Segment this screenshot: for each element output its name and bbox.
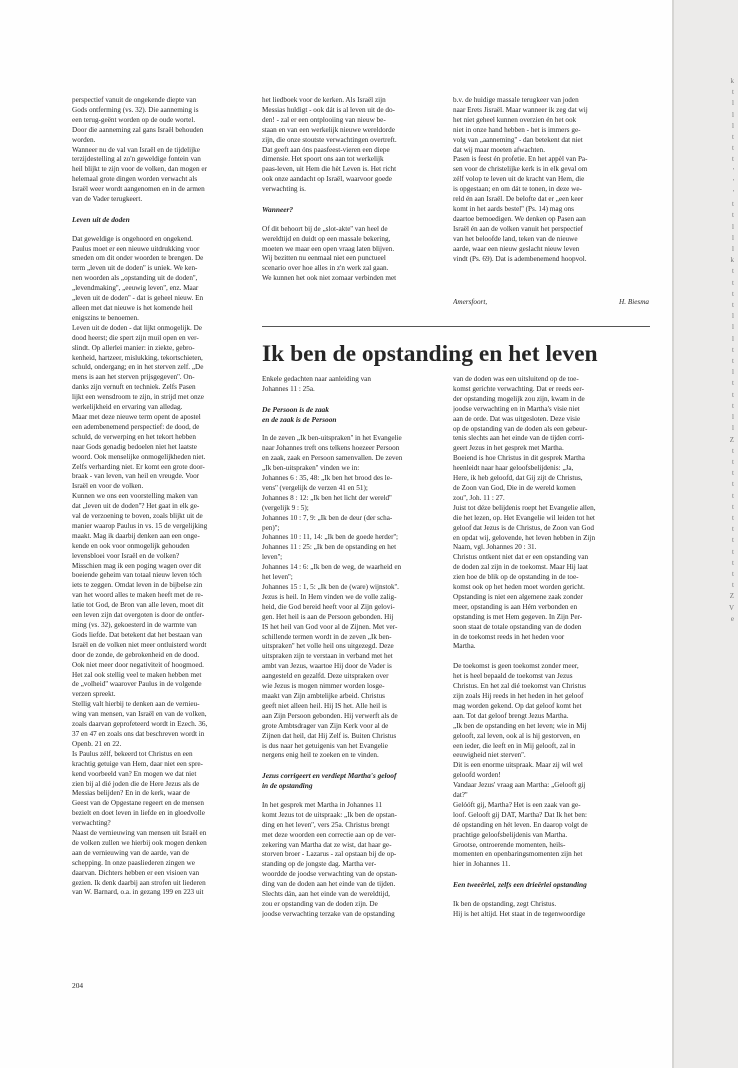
text-line: Messias huldigt - ook dát is al leven uit de do- [262,105,395,114]
paragraph-gap [262,395,448,405]
text-line: der opstanding mogelijk zou zijn, kwam in de [453,394,585,403]
fragment-char: ' [732,189,734,198]
fragment-char: l [732,424,734,433]
text-line: mag worden gekend. Op dat geloof komt het [453,701,582,710]
text-line: paas-leven, uit Hem die hèt Leven is. Het richt [262,165,397,174]
text-line: latie tot God, de Bron van alle leven, moet dit [72,601,204,610]
fragment-char: e [730,614,734,623]
text-line: en zaak, zaak en Persoon samenvallen. De zeven [262,454,403,463]
text-line: Israël én aan de volken vanuit het perspectief [453,224,583,233]
text-line: 37 en 47 en zoals ons dat beschreven wordt in [72,729,205,738]
text-line: met deze woorden een correctie aan op de ver- [262,830,396,839]
page-number: 204 [72,981,84,990]
text-line: Johannes 6 : 35, 48: „Ik ben het brood des le- [262,474,393,483]
paragraph-gap [453,870,649,880]
text-line: manier waarop Paulus in vs. 15 de vergelijking [72,521,208,530]
text-line: een adembenemend perspectief: de dood, de [72,422,200,431]
text-line: perspectief vanuit de ongekende diepte van [72,96,197,104]
text-line: den! - zal er een ontplooiing van nieuw be- [262,115,386,124]
text-line: smeden om dit onder woorden te brengen. De [72,254,204,263]
text-line: storven broer - Lazarus - zal opstaan bij de op- [262,850,397,859]
text-line: heenleidt naar haar geloofsbelijdenis: „Ja, [453,464,574,473]
fragment-char: t [732,446,734,455]
text-line: gelooft, zal leven, ook al is hij gestorven, en [453,731,581,740]
column-2 [262,96,448,284]
text-line: een leven zijn dat overgoten is door de ontfer- [72,611,205,620]
fragment-char: t [732,133,734,142]
paragraph-gap [262,425,448,435]
fragment-char: t [732,480,734,489]
text-line: „Ik ben de opstanding en het leven; wie in Mij [453,721,587,730]
text-line: aan de vernieuwing van de aarde, van de [72,848,189,857]
text-line: woord. Ook menselijke onmogelijkheden niet. [72,452,206,461]
text-line: het is heel bepaald de toekomst van Jezus [453,672,573,681]
text-line: werkelijkheid en ervaring van alledag. [72,403,183,412]
fragment-char: l [732,312,734,321]
column-3 [453,96,649,264]
text-line: ook onze aandacht op Israël, waarvoor goede [262,175,392,184]
text-line: Martha. [453,642,476,651]
text-line: aan Zijn Persoon gebonden. Hij verwerft als de [262,711,398,720]
text-line: De toekomst is geen toekomst zonder meer, [453,662,579,671]
text-line: pen)''; [262,523,280,532]
text-line: nergens enig heil te zoeken en te vinden. [262,751,379,760]
text-line: schepping. In onze paasliederen zingen we [72,858,195,867]
text-line: maakt. Mag ik daarbij denken aan een onge- [72,531,200,540]
fragment-char: t [732,547,734,556]
text-line: Christus. En het zal dié toekomst van Christus [453,682,586,691]
fragment-char: t [732,581,734,590]
fragment-char: Z [729,592,734,601]
fragment-char: t [732,345,734,354]
text-line: van de Vader terugkeert. [72,195,143,204]
paragraph-gap [453,652,649,662]
text-line: Geest van de Opgestane regeert en de mensen [72,799,204,808]
paragraph-gap [262,195,448,205]
text-line: In de zeven „Ik ben-uitspraken'' in het Evangelie [262,434,402,443]
text-line: dood heerst; die spert zijn muil open en ver- [72,333,199,342]
signature-line [453,298,649,308]
text-line: helemaal grote dingen worden verwacht als [72,175,198,184]
text-line: aan. Tot dat geloof brengt Jezus Martha. [453,711,569,720]
text-line: komt in het aards bestel'' (Ps. 14) mag ons [453,204,574,213]
text-line: moeten we maar een open vraag laten blijven. [262,244,395,253]
text-line: verzen spreekt. [72,690,116,699]
text-line: Grootse, ontroerende momenten, heils- [453,840,566,849]
fragment-char: t [732,525,734,534]
text-line: Jezus is heil. In Hem vinden we de volle zalig- [262,592,397,601]
text-line: zijn, die onze stoutste verwachtingen overtreft. [262,135,397,144]
paragraph-gap [262,791,448,801]
paragraph-gap [72,225,260,235]
text-line: IS het heil van God voor al de Zijnen. Met ver- [262,622,398,631]
text-line: momenten en openbaringsmomenten zijn het [453,850,583,859]
text-line: wereldtijd en duidt op een massale bekering, [262,234,391,243]
text-line: zoals daarvan geprofeteerd wordt in Ezech. 36, [72,720,208,729]
text-line: Of dit behoort bij de „slot-akte'' van heel de [262,224,388,233]
text-line: Gods liefde. Dat betekent dat het bestaan van [72,630,203,639]
text-line: vens'' (vergelijk de verzen 41 en 51); [262,483,368,492]
text-line: Naast de vernieuwing van mensen uit Israël en [72,829,207,838]
text-line: soon staat de totale opstanding van de doden [453,622,582,631]
text-line: Wij bezitten nu eenmaal niet een punctueel [262,254,386,263]
text-line: scenario over hoe alles in z'n werk zal gaan. [262,264,389,273]
section-divider [262,326,650,327]
text-line: dat wij maar moeten afwachten. [453,145,545,154]
text-line: de doden zal zijn in de toekomst. Maar Hij laat [453,563,588,572]
section-heading: Jezus corrigeert en verdiept Martha's geloof [262,771,397,781]
text-line: Israël en voor de volken. [72,482,144,491]
text-line: Johannes 8 : 12: „Ik ben het licht der wereld'' [262,493,392,502]
section-heading: en de zaak is de Persoon [262,414,337,424]
text-line: de volken zullen we hierbij ook mogen denken [72,838,207,847]
fragment-char: t [732,289,734,298]
text-line: de Zoon van God, Die in de wereld komen [453,483,576,492]
fragment-char: t [732,88,734,97]
text-line: reld én aan Israël. De belofte dat er „een keer [453,195,584,204]
fragment-char: l [732,413,734,422]
fragment-char: t [732,457,734,466]
text-line: eeuwigheid niet sterven''. [453,751,526,760]
column-5 [453,375,649,920]
text-line: komst ook op het heden moet worden gericht. [453,583,585,592]
text-line: zou'', Joh. 11 : 27. [453,493,505,502]
text-line: ding en het leven'', vers 25a. Christus brengt [262,820,390,829]
text-line: Vandaar Jezus' vraag aan Martha: „Gelooft gij [453,781,586,790]
text-line: grote Ambtsdrager van Zijn Kerk voor al de [262,721,389,730]
fragment-char: l [732,222,734,231]
fragment-char: ' [732,177,734,186]
text-line: loof. Gelooft gij DAT, Martha? Dat Ik het ben: [453,810,587,819]
text-line: gen. Het heil is aan de Persoon gebonden. Hij [262,612,394,621]
text-line: Gods ontferming (vs. 32). Die aanneming is [72,105,199,114]
signature-place: Amersfoort, [453,298,488,306]
text-line: (vergelijk 9 : 5); [262,503,309,512]
text-line: naar Erets Jisraël. Maar wanneer ik zeg dat wij [453,105,588,114]
text-line: naar Johannes treft ons telkens hoezeer Persoon [262,444,400,453]
text-line: naar Gods genadig bedoelen niet het laatste [72,442,197,451]
text-line: geeft niet alleen heil. Hij IS het. Alle heil is [262,701,387,710]
text-line: komt Jezus tot de uitspraak: „Ik ben de opstan- [262,810,397,819]
text-line: verwachting? [72,819,111,828]
section-heading: in de opstanding [262,781,313,791]
text-line: op de opstanding van de doden als een gebeur- [453,424,588,433]
fragment-char: V [728,603,734,612]
text-line: bezielt en doet leven in liefde en in gloedvolle [72,809,205,818]
paragraph-gap [262,761,448,771]
text-line: uitspraken'' het volle heil ons uitgezegd. Deze [262,642,394,651]
text-line: joodse verwachting en in Martha's visie niet [453,404,580,413]
text-line: het leven''; [262,573,293,582]
text-line: Ik ben de opstanding, zegt Christus. [453,899,557,908]
text-line: Boeiend is hoe Christus in dit gesprek Martha [453,454,585,463]
text-line: geloof dat Jezus is de Christus, de Zoon van God [453,523,594,532]
text-line: zélf volop te leven uit de kracht van Hem, die [453,175,585,184]
fragment-char: t [732,401,734,410]
text-line: die het lezen, op. Het Evangelie wil leiden tot het [453,513,595,522]
text-line: verwachting is. [262,185,306,194]
text-line: Here, ik heb geloofd, dat Gij zijt de Christus, [453,474,583,483]
text-line: Is Paulus zélf, bekeerd tot Christus en een [72,749,193,758]
fragment-char: t [732,469,734,478]
text-line: daarvan. Dichters hebben er een visioen van [72,868,200,877]
text-line: vindt (Ps. 69). Dat is adembenemend hoopvol. [453,254,587,263]
text-line: Johannes 14 : 6: „Ik ben de weg, de waarheid en [262,563,402,572]
text-line: heid, die God bereid heeft voor al Zijn gelovi- [262,602,395,611]
text-line: wing van mensen, van Israël en van de volken, [72,710,207,719]
text-line: boeiende geheim van totaal nieuw leven tóch [72,571,202,580]
text-line: prachtige geloofsbelijdenis van Martha. [453,830,568,839]
text-line: zou er opstanding van de doden zijn. De [262,899,378,908]
text-line: „Ik ben-uitspraken'' vinden we in: [262,464,360,473]
text-line: Dat geeft aan óns paasfeest-vieren een diepe [262,145,390,154]
fragment-char: t [732,357,734,366]
text-line: sen voor de christelijke kerk is in elk geval om [453,165,588,174]
text-line: schuld, ondergang; en in het sterven zelf. „De [72,363,204,372]
text-line: Openb. 21 en 22. [72,739,122,748]
text-line: dat „leven uit de doden''? Het gaat in elk ge- [72,502,200,511]
fragment-char: l [732,368,734,377]
text-line: heil blijkt te zijn voor de volken, dan mogen er [72,165,207,174]
text-line: kenheid, hartzeer, mislukking, tekortschieten, [72,353,203,362]
fragment-char: t [732,491,734,500]
text-line: wie Jezus is mogen nimmer worden losge- [262,682,385,691]
text-line: dat?'' [453,791,468,800]
fragment-char: t [732,144,734,153]
text-line: Israël weer wordt aangenomen en in de armen [72,185,205,194]
text-line: een terug-geënt worden op de oude wortel. [72,115,196,124]
text-line: maakt van Zijn ambtelijke arbeid. Christus [262,691,385,700]
text-line: Juist tot déze belijdenis roept het Evangelie allen, [453,503,596,512]
text-line: alleen met dat nieuwe is het komende heil [72,304,193,312]
text-line: Het zal ook stellig veel te maken hebben met [72,670,202,679]
text-line: geert Jezus in het gesprek met Martha. [453,444,564,453]
text-line: Johannes 10 : 7, 9: „Ik ben de deur (der scha- [262,513,393,522]
text-line: van de doden was een uitsluitend op de toe- [453,375,579,383]
next-page-text-fragment [722,76,734,625]
text-line: Israël en de volken niet meer ontluisterd wordt [72,640,207,649]
text-line: zien hoe de blik op de opstanding in de toe- [453,573,579,582]
text-line: Wanneer nu de val van Israël en de tijdelijke [72,145,200,154]
text-line: braak - van leven, van heil en vreugde. Voor [72,472,200,481]
fragment-char: k [730,77,734,85]
article-title: Ik ben de opstanding en het leven [262,341,598,367]
text-line: hier in Johannes 11. [453,860,511,869]
fragment-char: t [732,211,734,220]
text-line: is dus naar het getuigenis van het Evangelie [262,741,388,750]
text-line: Slechts dán, aan het einde van de wereldtijd, [262,890,390,899]
text-line: slindt. Op allerlei manier: in ziekte, gebro- [72,343,195,352]
text-line: levensbloei voor Israël en de volken? [72,551,180,560]
fragment-char: l [732,233,734,242]
fragment-char: t [732,536,734,545]
section-heading: Wanneer? [262,204,294,214]
text-line: Kunnen we ons een voorstelling maken van [72,492,198,501]
fragment-char: k [730,256,734,265]
text-line: schuld, de verwerping en het tekort hebben [72,432,196,441]
text-line: nen woorden als „opstanding uit de doden'', [72,274,198,283]
text-line: gezien. Ik denk daarbij aan strofen uit liederen [72,878,206,887]
text-line: b.v. de huidige massale terugkeer van joden [453,96,579,104]
text-line: danks zijn vernuft en techniek. Zelfs Pasen [72,383,196,392]
text-line: Leven uit de doden - dat lijkt onmogelijk. De [72,323,202,332]
text-line: van W. Barnard, o.a. in gezang 199 en 223 uit [72,888,204,897]
text-line: de „volheid'' waarover Paulus in de volgende [72,680,202,689]
text-line: van het beloofde land, teken van de nieuwe [453,234,578,243]
next-page-edge [674,0,738,1068]
fragment-char: l [732,245,734,254]
fragment-char: t [732,278,734,287]
text-line: Messias belijden? En in de kerk, waar de [72,789,190,798]
text-line: Gelóóft gij, Martha? Het is een zaak van ge- [453,800,581,809]
text-line: woordde de joodse verwachting van de opstan- [262,870,398,879]
text-line: leven''; [262,553,283,562]
paragraph-gap [72,205,260,215]
text-line: We kunnen het ook niet zomaar verbinden met [262,274,397,283]
fragment-char: ' [732,166,734,175]
text-line: Naam, vgl. Johannes 20 : 31. [453,543,537,552]
text-line: schillende termen wordt in de zeven „Ik ben- [262,632,392,641]
paragraph-gap [262,215,448,225]
text-line: dimensie. Het spoort ons aan tot werkelijk [262,155,384,164]
text-line: in de toekomst reeds in het heden voor [453,632,565,641]
text-line: iets te zeggen. Omdat leven in de bijbelse zin [72,581,203,590]
text-line: van het woord alles te maken heeft met de re- [72,591,204,600]
text-line: joodse verwachting terzake van de opstanding [262,909,395,918]
text-line: zijn zoals Hij reeds in het heden in het geloof [453,691,584,700]
text-line: geloofd worden! [453,771,501,780]
section-heading: De Persoon is de zaak [262,404,329,414]
text-line: niet in onze hand hebben - het is immers ge- [453,125,581,134]
signature-author: H. Biesma [619,298,649,306]
text-line: opstanding is met Hem gegeven. In Zijn Per- [453,612,583,621]
text-line: Dit is een enorme uitspraak. Maar zij wil wel [453,761,583,770]
fragment-char: Z [729,435,734,444]
text-line: kende en ook voor onmogelijk gehouden [72,541,190,550]
text-line: Door die aanneming zal gans Israël behouden [72,125,204,134]
text-line: Johannes 15 : 1, 5: „Ik ben de (ware) wijnstok''. [262,583,399,591]
text-line: Enkele gedachten naar aanleiding van [262,375,371,383]
fragment-char: t [732,155,734,164]
text-line: Zelfs verharding niet. Er komt een grote door- [72,462,205,471]
text-line: het niet geheel kunnen overzien én het ook [453,115,577,124]
fragment-char: l [732,121,734,130]
text-line: zien bij al dié joden die de Here Jezus als de [72,779,200,788]
text-line: In het gesprek met Martha in Johannes 11 [262,800,383,809]
text-line: Opstanding is niet een algemene zaak zonder [453,592,583,601]
text-line: zekering van Martha dat ze wist, dat haar ge- [262,840,392,849]
text-line: is opgestaan; en om dát te tonen, in deze we- [453,185,582,194]
fragment-char: t [732,267,734,276]
fragment-char: t [732,558,734,567]
fragment-char: t [732,569,734,578]
text-line: ding van de doden aan het einde van de tijden. [262,880,396,889]
text-line: Dat geweldige is ongehoord en ongekend. [72,234,193,243]
text-line: worden. [72,135,96,144]
section-heading: Leven uit de doden [72,214,130,224]
text-line: standing op de jongste dag. Martha ver- [262,860,377,869]
text-line: lijkt een wensdroom te zijn, in strijd met onze [72,393,204,402]
text-line: aan de orde. Dat was uitgesloten. Deze visie [453,414,581,423]
text-line: komst gerichte verwachting. Dat er reeds eer- [453,384,584,393]
text-line: Maar met deze nieuwe term opent de apostel [72,412,201,421]
text-line: Ook niet meer door negativiteit of hoogmoed. [72,660,204,669]
column-1 [72,96,260,898]
text-line: een ieder, die leeft en in Mij gelooft, zal in [453,741,576,750]
text-line: Paulus moet er een nieuwe uitdrukking voor [72,244,200,253]
text-line: door de zonde, de gebrokenheid en de dood. [72,650,200,659]
text-line: mens is aan het sterven prijsgegeven''. On- [72,373,195,382]
fragment-char: l [732,323,734,332]
text-line: Hij is het altijd. Het staat in de tegenwoordige [453,909,586,918]
text-line: Christus ontkent niet dat er een opstanding van [453,553,589,562]
paragraph-gap [453,890,649,900]
text-line: ming (vs. 32), gekoesterd in de warmte van [72,621,197,629]
text-line: volg van „aanneming'' - dan betekent dat niet [453,135,583,144]
fragment-char: t [732,390,734,399]
text-line: tenis slechts aan het einde van de tijden corri- [453,434,585,443]
fragment-char: l [732,334,734,343]
text-line: Johannes 11 : 25a. [262,384,315,393]
fragment-char: t [732,513,734,522]
fragment-char: t [732,301,734,310]
fragment-char: t [732,379,734,388]
fragment-char: t [732,200,734,209]
column-4 [262,375,448,920]
text-line: terzijdestelling al zo'n geweldige fontein van [72,155,201,164]
fragment-char: l [732,99,734,108]
text-line: „levendmaking'', „eeuwig leven'', enz. Maar [72,284,199,293]
text-line: Zijnen dat heil, dat Hij Zelf is. Buiten Christus [262,731,397,740]
text-line: kend voorbeeld van? En mogen we dat niet [72,769,197,778]
text-line: enigszins te benoemen. [72,313,139,322]
fragment-char: t [732,502,734,511]
text-line: Stellig valt hierbij te denken aan de vernieu- [72,700,200,709]
section-heading: Een tweeërlei, zelfs een drieërlei opstanding [453,880,587,890]
text-line: daartoe bemoedigen. We denken op Pasen aan [453,214,586,223]
text-line: meer, opstanding is aan Hém verbonden en [453,602,578,611]
text-line: Misschien mag ik een poging wagen over dit [72,561,202,570]
text-line: aangesteld en gezalfd. Deze uitspraken over [262,672,389,681]
text-line: staan en van een werkelijk nieuwe wereldorde [262,125,395,134]
text-line: Johannes 10 : 11, 14: „Ik ben de goede herder''; [262,533,399,542]
text-line: dé opstanding en hét leven. En daarop volgt de [453,820,588,829]
text-line: ambt van Jezus, waartoe Hij door de Vader is [262,662,392,671]
text-line: krachtig getuige van Hem, daar niet een spre- [72,759,203,768]
fragment-char: l [732,110,734,119]
text-line: Johannes 11 : 25: „Ik ben de opstanding en het [262,543,397,552]
text-line: „leven uit de doden'' - dat is geheel nieuw. En [72,294,204,303]
text-line: Pasen is feest én profetie. En het appèl van Pa- [453,155,588,164]
text-line: en opdat wij, gelovende, het leven hebben in Zijn [453,533,596,542]
text-line: uitspraken zijn te verstaan in verband met het [262,652,393,661]
text-line: val de verzoening te boven, zoals blijkt uit de [72,512,203,521]
text-line: aarde, waar een nieuw geslacht nieuw leven [453,244,580,253]
text-line: het liedboek voor de kerken. Als Israël zijn [262,96,386,104]
text-line: term „leven uit de doden'' is uniek. We ken- [72,264,198,273]
